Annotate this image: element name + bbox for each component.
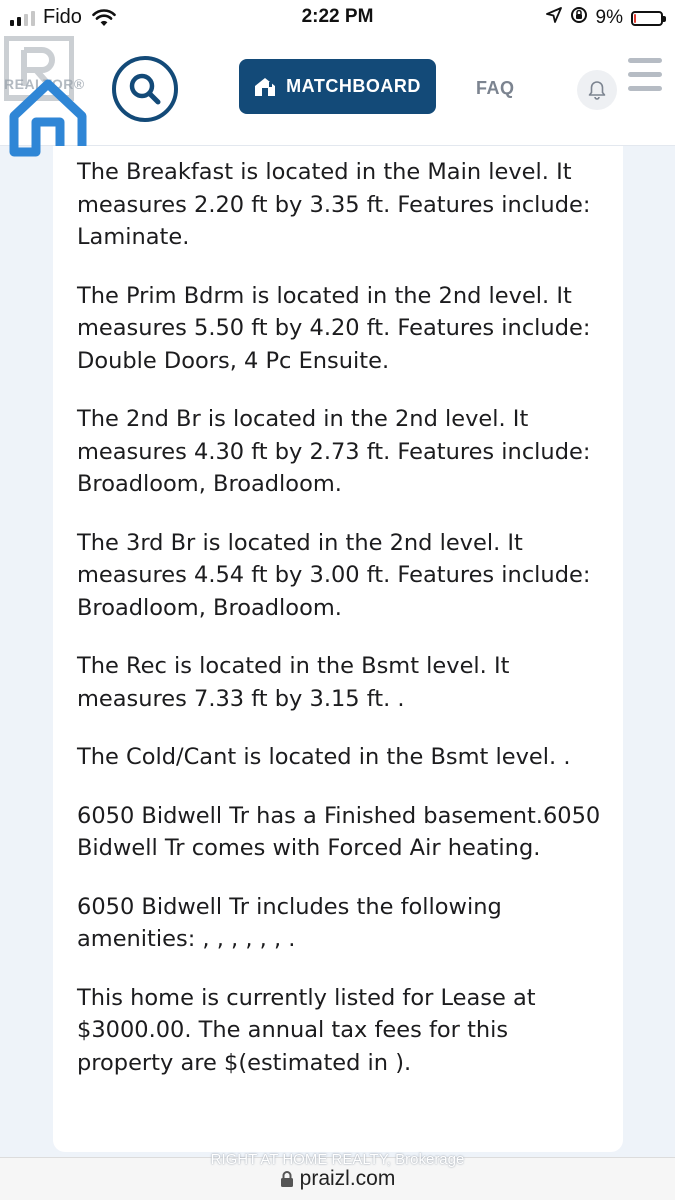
paragraph-prim-bdrm: The Prim Bdrm is located in the 2nd level. It measures 5.50 ft by 4.20 ft. Features include: Double Doors, 4 Pc Ensuite. [77,282,591,374]
menu-icon[interactable] [628,58,662,100]
faq-link[interactable]: FAQ [476,78,515,98]
paragraph-amenities: 6050 Bidwell Tr includes the following amenities: , , , , , , . [77,893,502,952]
search-button[interactable] [112,56,178,122]
house-icon [254,77,276,97]
location-arrow-icon [546,7,562,29]
paragraph-2nd-br: The 2nd Br is located in the 2nd level. It measures 4.30 ft by 2.73 ft. Features include: Broadloom, Broadloom. [77,406,591,497]
bell-icon [588,80,606,100]
url-text: praizl.com [299,1167,396,1190]
status-right [546,6,663,30]
battery-level [634,14,636,23]
matchboard-button[interactable] [239,59,436,114]
battery-icon [631,11,663,26]
realtor-logo-text: REALTOR® [4,76,85,92]
paragraph-lease-price: This home is currently listed for Lease at $3000.00. The annual tax fees for this property are $(estimated in ). [77,984,536,1076]
status-bar [0,0,675,34]
description-text [77,156,607,1105]
paragraph-rec: The Rec is located in the Bsmt level. It measures 7.33 ft by 3.15 ft. . [77,653,510,712]
paragraph-cold-cant: The Cold/Cant is located in the Bsmt level. . [77,744,571,770]
lock-icon [280,1170,294,1188]
app-header [0,34,675,146]
brokerage-watermark: RIGHT AT HOME REALTY, Brokerage [210,1151,465,1168]
paragraph-basement-heating: 6050 Bidwell Tr has a Finished basement.6050 Bidwell Tr comes with Forced Air heating. [77,802,601,861]
paragraph-breakfast: The Breakfast is located in the Main level. It measures 2.20 ft by 3.35 ft. Features include: Laminate. [77,159,591,250]
clock: 2:22 PM [301,6,374,27]
paragraph-3rd-br: The 3rd Br is located in the 2nd level. It measures 4.54 ft by 3.00 ft. Features include: Broadloom, Broadloom. [77,529,591,621]
property-description-card [53,146,623,1152]
search-icon [128,72,162,106]
rotation-lock-icon [570,6,588,30]
notifications-button[interactable] [577,70,617,110]
carrier-name: Fido [43,6,82,28]
matchboard-label: MATCHBOARD [286,76,421,96]
battery-percent: 9% [595,7,623,28]
